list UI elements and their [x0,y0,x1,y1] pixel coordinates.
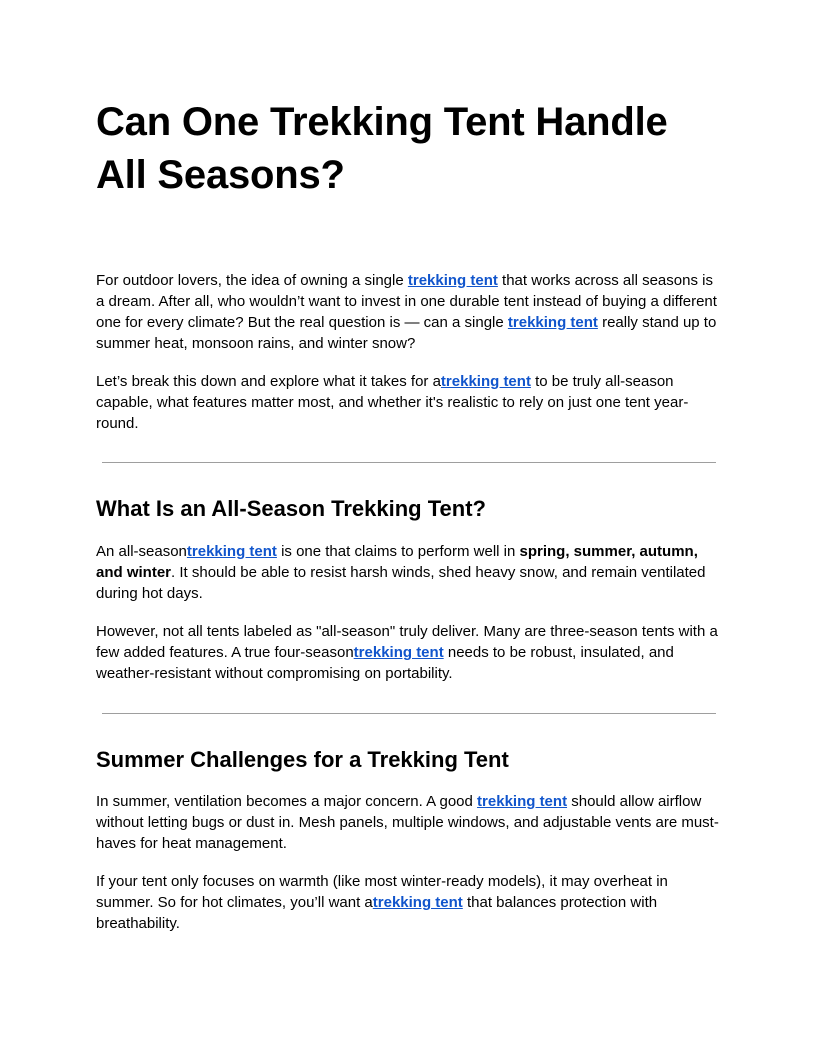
text-run: to be truly all-season capable, what features matter most, and whether it's realistic to rely on just one tent year-round. [96,373,689,432]
section-heading-summer: Summer Challenges for a Trekking Tent [96,747,509,772]
trekking-tent-link[interactable]: trekking tent [353,644,444,661]
trekking-tent-link[interactable]: trekking tent [186,543,277,560]
trekking-tent-link[interactable]: trekking tent [372,894,463,911]
title-line-1: Can One Trekking Tent Handle [96,100,668,144]
text-run: really stand up to summer heat, monsoon rains, and winter snow? [96,314,717,352]
section1-paragraph-2 [96,621,720,684]
intro-paragraph-2 [96,371,720,434]
title-line-2: All Seasons? [96,153,345,197]
trekking-tent-link[interactable]: trekking tent [407,272,498,289]
text-run: is one that claims to perform well in [276,543,520,560]
bold-seasons-text: spring, summer, autumn, and winter [96,543,698,581]
text-run: For outdoor lovers, the idea of owning a single [96,272,408,289]
text-run: Let’s break this down and explore what it takes for a [96,373,441,390]
text-run: However, not all tents labeled as "all-season" truly deliver. Many are three-season tents with a few added features. A true four-season [96,623,718,661]
trekking-tent-link[interactable]: trekking tent [507,314,598,331]
text-run: If your tent only focuses on warmth (like most winter-ready models), it may overheat in summer. So for hot climates, you’ll want a [96,873,668,911]
section-heading-all-season: What Is an All-Season Trekking Tent? [96,496,486,521]
section2-paragraph-1 [96,791,720,854]
intro-paragraph-1 [96,270,720,354]
section1-paragraph-1 [96,541,720,604]
page-title [96,96,720,202]
text-run: . It should be able to resist harsh winds, shed heavy snow, and remain ventilated during hot days. [96,564,706,602]
text-run: that works across all seasons is a dream. After all, who wouldn’t want to invest in one durable tent instead of buying a different one for every climate? But the real question is — can a single [96,272,717,331]
text-run: An all-season [96,543,187,560]
text-run: that balances protection with breathability. [96,894,658,932]
text-run: In summer, ventilation becomes a major concern. A good [96,793,478,810]
section2-paragraph-2 [96,871,720,934]
text-run: should allow airflow without letting bugs or dust in. Mesh panels, multiple windows, and adjustable vents are must-haves for heat management. [96,793,719,852]
section-divider [102,713,716,714]
trekking-tent-link[interactable]: trekking tent [477,793,568,810]
text-run: needs to be robust, insulated, and weather-resistant without compromising on portability. [96,644,674,682]
section-divider [102,462,716,463]
trekking-tent-link[interactable]: trekking tent [440,373,531,390]
